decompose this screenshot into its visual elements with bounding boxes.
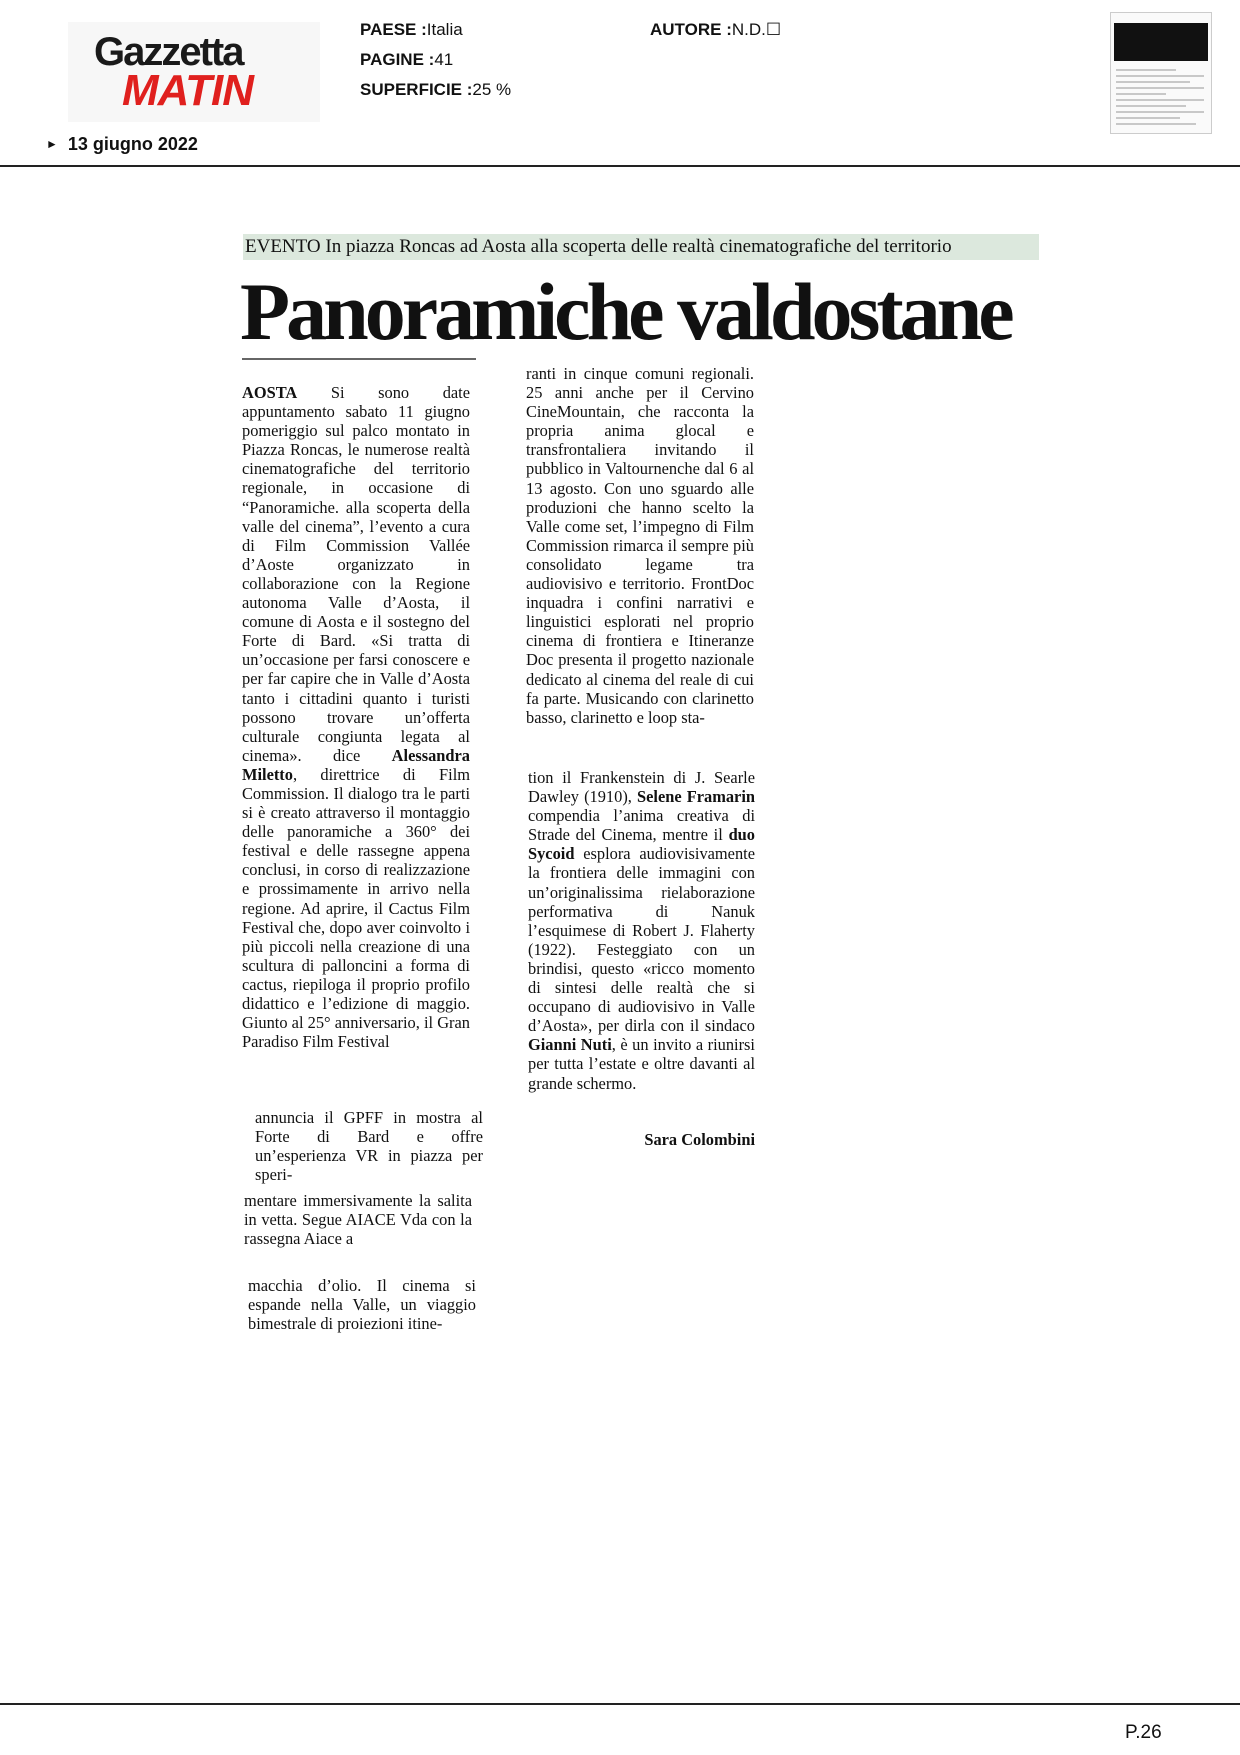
- meta-pagine: [360, 50, 453, 70]
- meta-superficie-value: 25 %: [472, 80, 512, 99]
- meta-superficie: [360, 80, 511, 100]
- article-column-2b: [528, 768, 755, 1093]
- thumbnail-line: [1116, 105, 1186, 107]
- thumbnail-line: [1116, 93, 1166, 95]
- body-text: , direttrice di Film Commission. Il dialogo tra le parti si è creato attraverso il montaggio delle panoramiche a 360° dei festival e delle rassegne appena conclusi, in corso di realizzazione e prossimamente in arrivo nella regione. Ad aprire, il Cactus Film Festival che, dopo aver coinvolto i più piccoli nella creazione di una scultura di palloncini a forma di cactus, riepiloga il proprio profilo didattico e l’edizione di maggio. Giunto al 25° anniversario, il Gran Paradiso Film Festival: [242, 764, 470, 1052]
- thumbnail-line: [1116, 69, 1176, 71]
- article-column-2: ranti in cinque comuni regionali. 25 anni anche per il Cervino CineMountain, che racconta la propria anima glocal e transfrontaliera invitando il pubblico in Valtournenche dal 6 al 13 agosto. Con uno sguardo alle produzioni che hanno scelto la Valle come set, l’impegno di Film Commission rimarca il sempre più consolidato legame tra audiovisivo e territorio. FrontDoc inquadra i confini narrativi e linguistici esplorati nel proprio cinema di frontiera e Itineranze Doc presenta il progetto nazionale dedicato al cinema del reale di cui fa parte. Musicando con clarinetto basso, clarinetto e loop sta-: [526, 364, 754, 727]
- meta-paese: [360, 20, 463, 40]
- article-column-1c: mentare immersivamente la salita in vetta. Segue AIACE Vda con la rassegna Aiace a: [244, 1191, 472, 1249]
- triangle-right-icon: ►: [46, 137, 58, 151]
- article-column-1d: macchia d’olio. Il cinema si espande nella Valle, un viaggio bimestrale di proiezioni itine-: [248, 1276, 476, 1334]
- thumbnail-line: [1116, 75, 1204, 77]
- meta-pagine-label: PAGINE :: [360, 50, 435, 69]
- meta-paese-value: Italia: [426, 20, 463, 39]
- page-number: P.26: [1125, 1722, 1162, 1743]
- title-underline: [242, 358, 476, 360]
- publication-date: [46, 134, 198, 155]
- date-text: 13 giugno 2022: [67, 134, 198, 154]
- article-kicker: EVENTO In piazza Roncas ad Aosta alla scoperta delle realtà cinematografiche del territorio: [243, 234, 1039, 260]
- logo-text-gazzetta: Gazzetta: [94, 30, 243, 74]
- meta-pagine-value: 41: [434, 50, 454, 69]
- thumbnail-line: [1116, 99, 1204, 101]
- footer-divider: [0, 1703, 1240, 1705]
- person-name: duo Sycoid: [528, 825, 755, 864]
- person-name: Alessandra Miletto: [242, 745, 470, 784]
- body-text: compendia l’anima creativa di Strade del Cinema, mentre il: [528, 806, 755, 845]
- article-title: Panoramiche valdostane: [240, 266, 1011, 357]
- article-column-1: [242, 383, 470, 1051]
- header-divider: [0, 165, 1240, 167]
- thumbnail-line: [1116, 87, 1204, 89]
- body-text: , è un invito a riunirsi per tutta l’estate e oltre davanti al grande schermo.: [528, 1035, 755, 1093]
- thumbnail-line: [1116, 123, 1196, 125]
- meta-autore-value: N.D.: [731, 20, 766, 39]
- person-name: Gianni Nuti: [528, 1035, 612, 1055]
- article-column-1b: annuncia il GPFF in mostra al Forte di Bard e offre un’esperienza VR in piazza per speri-: [255, 1108, 483, 1185]
- article-byline: Sara Colombini: [644, 1130, 755, 1149]
- dateline: AOSTA: [242, 383, 298, 402]
- body-text: Si sono date appuntamento sabato 11 giugno pomeriggio sul palco montato in Piazza Roncas, le numerose realtà cinematografiche del territorio regionale, in occasione di “Panoramiche. alla scoperta della valle del cinema”, l’evento a cura di Film Commission Vallée d’Aoste organizzato in collaborazione con la Regione autonoma Valle d’Aosta, il comune di Aosta e il sostegno del Forte di Bard. «Si tratta di un’occasione per farsi conoscere e per far capire che in Valle d’Aosta tanto i cittadini quanto i turisti possono trovare un’offerta culturale congiunta legata al cinema». dice: [242, 383, 470, 765]
- body-text: tion il Frankenstein di J. Searle Dawley (1910),: [528, 768, 755, 807]
- page-thumbnail: [1110, 12, 1212, 134]
- publication-logo: [68, 22, 320, 122]
- thumbnail-headline-block: [1114, 23, 1208, 61]
- thumbnail-line: [1116, 81, 1190, 83]
- body-text: esplora audiovisivamente la frontiera delle immagini con un’originalissima rielaborazione performativa di Nanuk l’esquimese di Robert J. Flaherty (1922). Festeggiato con un brindisi, questo «ricco momento di sintesi delle realtà che si occupano di audiovisivo in Valle d’Aosta», per dirla con il sindaco: [528, 844, 755, 1036]
- thumbnail-line: [1116, 117, 1180, 119]
- meta-superficie-label: SUPERFICIE :: [360, 80, 473, 99]
- meta-paese-label: PAESE :: [360, 20, 427, 39]
- thumbnail-line: [1116, 111, 1204, 113]
- logo-text-matin: MATIN: [122, 66, 254, 115]
- meta-autore-label: AUTORE :: [650, 20, 732, 39]
- checkbox-icon: ☐: [765, 20, 782, 39]
- meta-autore: [650, 20, 781, 40]
- person-name: Selene Framarin: [637, 787, 755, 807]
